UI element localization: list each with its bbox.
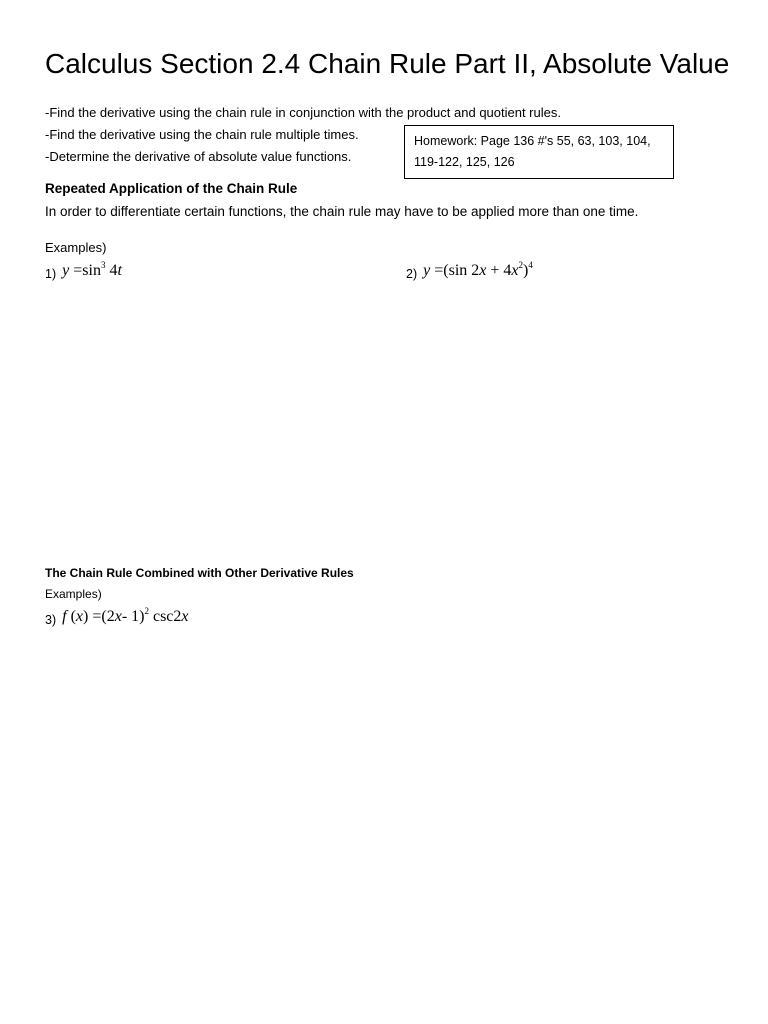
section-intro-text: In order to differentiate certain functions, the chain rule may have to be applied more than one time. <box>45 204 639 219</box>
problem-1 <box>45 262 122 281</box>
examples-label-2: Examples) <box>45 587 102 601</box>
homework-line-1: Homework: Page 136 #'s 55, 63, 103, 104, <box>414 134 651 148</box>
problem-2-equation: y =(sin $2x + 4x^2)^4$ <box>423 260 533 279</box>
problem-2 <box>406 262 533 281</box>
problem-1-equation: $y =\sin^3$ 4t <box>62 260 122 279</box>
problem-number: 1) <box>45 267 57 281</box>
problem-number: 2) <box>406 267 418 281</box>
objective-3: -Determine the derivative of absolute value functions. <box>45 149 352 164</box>
page-title: Calculus Section 2.4 Chain Rule Part II, Absolute Value <box>45 48 730 79</box>
homework-box <box>404 125 674 179</box>
section-heading-repeated-chain-rule: Repeated Application of the Chain Rule <box>45 181 298 196</box>
objective-2: -Find the derivative using the chain rule multiple times. <box>45 127 359 142</box>
problem-3 <box>45 608 189 627</box>
examples-label-1: Examples) <box>45 240 107 255</box>
objective-1: -Find the derivative using the chain rule in conjunction with the product and quotient rules. <box>45 105 561 120</box>
problem-number: 3) <box>45 613 57 627</box>
problem-3-equation: f (x) =(2x- 1)$^2$ csc2x <box>62 606 189 625</box>
homework-line-2: 119-122, 125, 126 <box>414 155 515 169</box>
section-heading-combined-rules: The Chain Rule Combined with Other Derivative Rules <box>45 566 354 580</box>
